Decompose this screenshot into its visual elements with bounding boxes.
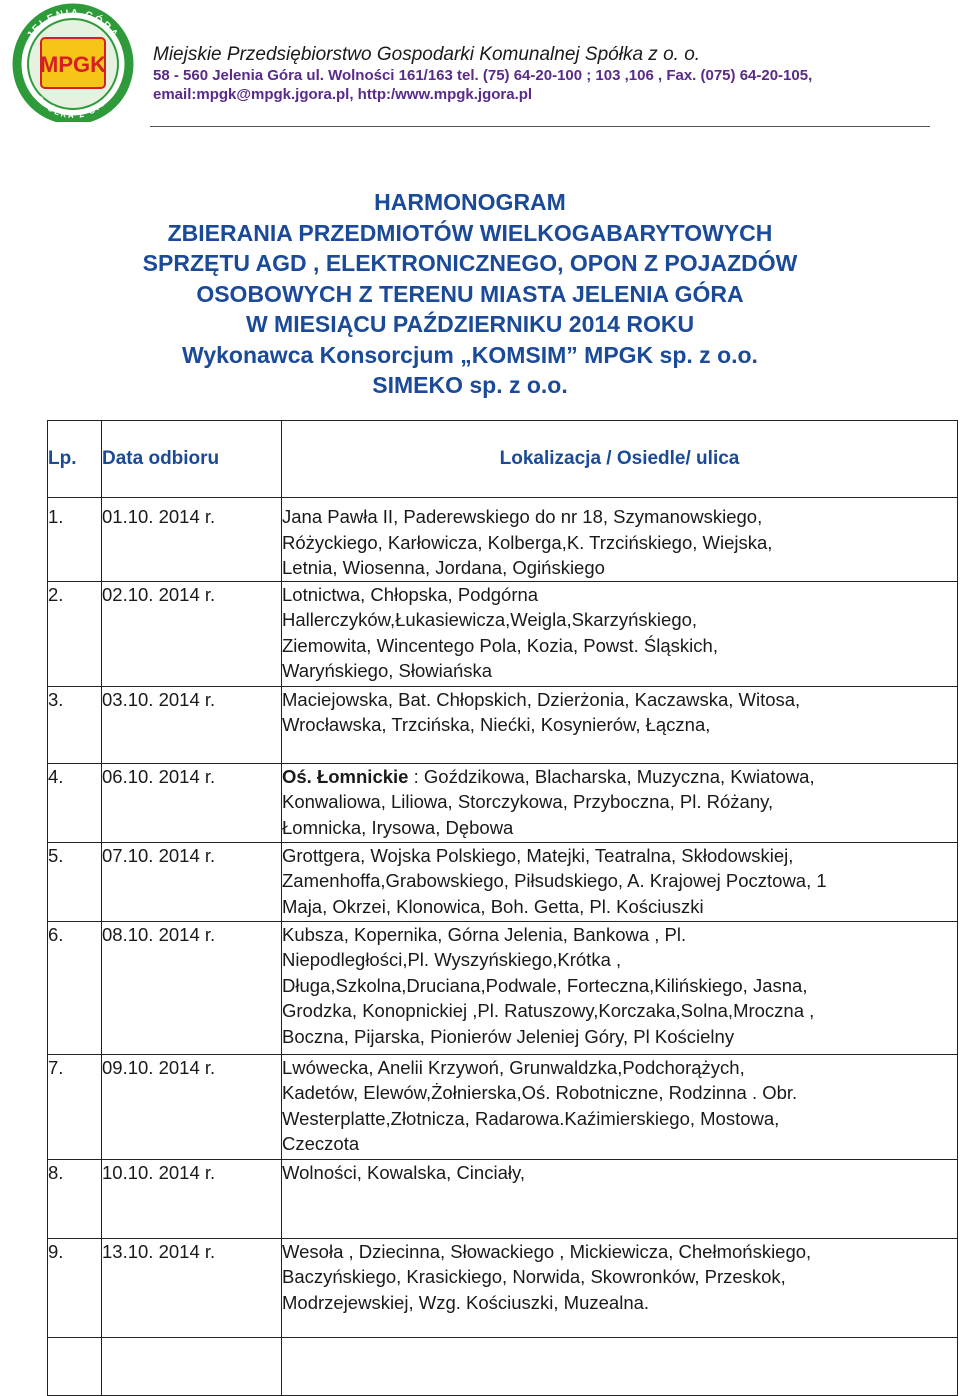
row-number: 6. [48,921,102,1054]
row-number: 8. [48,1159,102,1238]
row-number [48,1337,102,1395]
row-number: 5. [48,842,102,921]
row-location [282,686,958,763]
row-number: 9. [48,1238,102,1337]
row-number: 4. [48,763,102,842]
row-location [282,763,958,842]
location-line: Modrzejewskiej, Wzg. Kościuszki, Muzealna. [282,1291,650,1313]
table-row [48,1337,958,1395]
location-line: Wesoła , Dziecinna, Słowackiego , Mickiewicza, Chełmońskiego, [282,1240,812,1262]
company-address: 58 - 560 Jelenia Góra ul. Wolności 161/163 tel. (75) 64-20-100 ; 103 ,106 , Fax. (075) 64-20-105, [153,67,813,84]
title-line-2: ZBIERANIA PRZEDMIOTÓW WIELKOGABARYTOWYCH [167,219,773,246]
row-date: 03.10. 2014 r. [102,686,282,763]
location-line: Kadetów, Elewów,Żołnierska,Oś. Robotniczne, Rodzinna . Obr. [282,1082,798,1103]
location-line: Zamenhoffa,Grabowskiego, Piłsudskiego, A. Krajowej Pocztowa, 1 [282,870,827,891]
header-location: Lokalizacja / Osiedle/ ulica [282,421,958,498]
location-line: Kubsza, Kopernika, Górna Jelenia, Bankowa , Pl. [282,923,687,945]
table-header-row [48,421,958,498]
location-line: Ziemowita, Wincentego Pola, Kozia, Powst. Śląskich, [282,634,718,656]
location-line: Lwówecka, Anelii Krzywoń, Grunwaldzka,Podchorążych, [282,1056,745,1078]
location-line: Lotnictwa, Chłopska, Podgórna [282,583,539,605]
title-line-7: SIMEKO sp. z o.o. [372,372,568,398]
location-line: Westerplatte,Złotnicza, Radarowa.Kaźimierskiego, Mostowa, [282,1107,780,1129]
location-line: Konwaliowa, Liliowa, Storczykowa, Przyboczna, Pl. Różany, [282,791,774,812]
location-line: Baczyńskiego, Krasickiego, Norwida, Skowronków, Przeskok, [282,1266,786,1287]
location-line: Grodzka, Konopnickiej ,Pl. Ratuszowy,Korczaka,Solna,Mroczna , [282,1000,815,1021]
table-row [48,686,958,763]
row-location [282,842,958,921]
row-date: 01.10. 2014 r. [102,498,282,582]
table-row [48,1238,958,1337]
location-line: Czeczota [282,1133,360,1154]
estate-name: Oś. Łomnickie [282,765,409,787]
location-line: Różyckiego, Karłowicza, Kolberga,K. Trzcińskiego, Wiejska, [282,531,773,553]
row-date [102,1337,282,1395]
header-date: Data odbioru [102,421,282,498]
location-line: Łomnicka, Irysowa, Dębowa [282,816,514,838]
row-location [282,1337,958,1395]
location-line: Grottgera, Wojska Polskiego, Matejki, Teatralna, Skłodowskiej, [282,844,794,866]
title-line-4: OSOBOWYCH Z TERENU MIASTA JELENIA GÓRA [196,280,744,307]
row-number: 7. [48,1054,102,1159]
location-text: : Goździkowa, Blacharska, Muzyczna, Kwiatowa, [408,765,815,787]
location-line [282,764,957,790]
row-date: 06.10. 2014 r. [102,763,282,842]
title-line-5: W MIESIĄCU PAŹDZIERNIKU 2014 ROKU [245,311,695,337]
location-line: Boczna, Pijarska, Pionierów Jeleniej Góry, Pl Kościelny [282,1025,735,1047]
row-number: 2. [48,581,102,686]
header-divider [150,126,930,127]
row-date: 09.10. 2014 r. [102,1054,282,1159]
row-location [282,921,958,1054]
title-line-6: Wykonawca Konsorcjum „KOMSIM” MPGK sp. z o.o. [182,341,758,368]
title-line-1: HARMONOGRAM [374,189,566,215]
row-number: 3. [48,686,102,763]
logo-top-text: JELENIA GÓRA [25,7,121,41]
row-date: 07.10. 2014 r. [102,842,282,921]
row-date: 02.10. 2014 r. [102,581,282,686]
row-location [282,1054,958,1159]
location-line: Maja, Okrzei, Klonowica, Boh. Getta, Pl. Kościuszki [282,895,704,917]
location-line: Wrocławska, Trzcińska, Niećki, Kosynierów, Łączna, [282,714,711,735]
location-line: Waryńskiego, Słowiańska [282,660,493,681]
table-row [48,498,958,582]
location-line: Jana Pawła II, Paderewskiego do nr 18, Szymanowskiego, [282,506,763,527]
title-line-3: SPRZĘTU AGD , ELEKTRONICZNEGO, OPON Z POJAZDÓW [142,250,798,276]
logo-center-text: MPGK [40,52,106,77]
row-date: 08.10. 2014 r. [102,921,282,1054]
table-row [48,921,958,1054]
row-location [282,498,958,582]
logo-bottom-text: SPÓŁKA Z O.O. [34,94,111,121]
location-line: Niepodległości,Pl. Wyszyńskiego,Krótka , [282,949,622,970]
row-date: 10.10. 2014 r. [102,1159,282,1238]
location-line: Hallerczyków,Łukasiewicza,Weigla,Skarzyńskiego, [282,609,698,630]
row-location [282,1238,958,1337]
row-date: 13.10. 2014 r. [102,1238,282,1337]
document-title [0,187,940,401]
location-line: Długa,Szkolna,Druciana,Podwale, Forteczna,Kilińskiego, Jasna, [282,974,808,996]
location-line: Letnia, Wiosenna, Jordana, Ogińskiego [282,557,605,578]
table-row [48,763,958,842]
row-location [282,581,958,686]
schedule-table [47,420,958,1396]
row-location [282,1159,958,1238]
location-line: Wolności, Kowalska, Cinciały, [282,1161,525,1183]
table-row [48,842,958,921]
row-number: 1. [48,498,102,582]
company-name: Miejskie Przedsiębiorstwo Gospodarki Komunalnej Spółka z o. o. [153,44,701,65]
company-contact: email:mpgk@mpgk.jgora.pl, http:/www.mpgk.jgora.pl [153,86,533,103]
table-row [48,1054,958,1159]
mpgk-logo [5,2,141,122]
header-lp: Lp. [48,421,102,498]
letterhead [153,44,953,104]
location-line: Maciejowska, Bat. Chłopskich, Dzierżonia, Kaczawska, Witosa, [282,688,801,710]
table-row [48,1159,958,1238]
table-row [48,581,958,686]
